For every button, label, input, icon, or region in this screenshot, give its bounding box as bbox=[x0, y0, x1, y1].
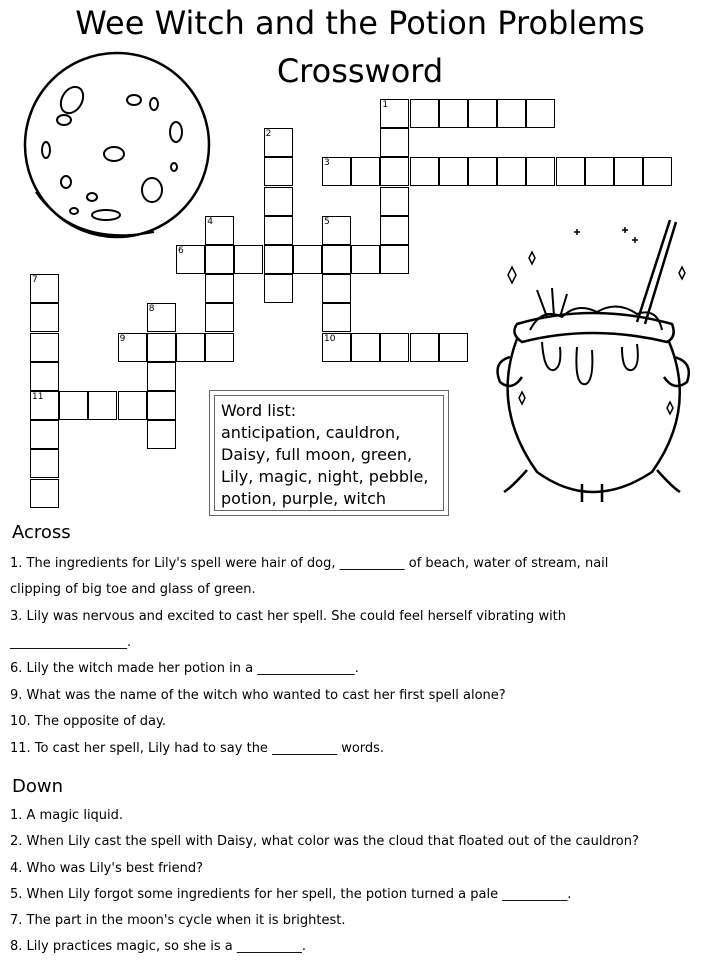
word-list-heading: Word list: bbox=[221, 401, 297, 420]
crossword-cell[interactable] bbox=[410, 157, 439, 186]
crossword-cell[interactable] bbox=[351, 245, 380, 274]
crossword-cell[interactable] bbox=[468, 99, 497, 128]
crossword-cell[interactable] bbox=[351, 333, 380, 362]
crossword-cell[interactable] bbox=[410, 99, 439, 128]
word-list-line: Daisy, full moon, green, bbox=[221, 445, 413, 464]
across-clue: 6. Lily the witch made her potion in a _______________. bbox=[10, 661, 359, 676]
crossword-cell[interactable] bbox=[205, 333, 234, 362]
across-clue: 3. Lily was nervous and excited to cast her spell. She could feel herself vibrating with bbox=[10, 609, 567, 624]
across-clue: 11. To cast her spell, Lily had to say the __________ words. bbox=[10, 741, 385, 756]
crossword-cell[interactable] bbox=[118, 391, 147, 420]
clue-number: 2 bbox=[265, 129, 272, 140]
crossword-cell[interactable] bbox=[205, 303, 234, 332]
across-clue: 9. What was the name of the witch who wanted to cast her first spell alone? bbox=[10, 688, 506, 703]
crossword-cell[interactable] bbox=[30, 449, 59, 478]
crossword-cell[interactable] bbox=[322, 274, 351, 303]
crossword-cell[interactable] bbox=[30, 479, 59, 508]
page-subtitle: Crossword bbox=[276, 52, 444, 90]
crossword-cell[interactable] bbox=[147, 333, 176, 362]
crossword-cell[interactable] bbox=[497, 157, 526, 186]
crossword-cell[interactable] bbox=[30, 333, 59, 362]
down-clue: 7. The part in the moon's cycle when it is brightest. bbox=[10, 913, 346, 928]
crossword-cell[interactable] bbox=[205, 245, 234, 274]
crossword-cell[interactable] bbox=[176, 333, 205, 362]
crossword-cell[interactable] bbox=[351, 157, 380, 186]
crossword-cell[interactable] bbox=[439, 99, 468, 128]
crossword-cell[interactable] bbox=[264, 157, 293, 186]
crossword-cell[interactable] bbox=[234, 245, 263, 274]
clue-number: 11 bbox=[32, 392, 44, 402]
down-clue: 8. Lily practices magic, so she is a __________. bbox=[10, 939, 306, 954]
crossword-cell[interactable] bbox=[293, 245, 322, 274]
cauldron-illustration bbox=[482, 212, 712, 512]
across-clue: __________________. bbox=[10, 635, 132, 650]
clue-number: 1 bbox=[382, 100, 389, 110]
down-clue: 4. Who was Lily's best friend? bbox=[10, 861, 204, 876]
crossword-cell[interactable] bbox=[380, 333, 409, 362]
crossword-cell[interactable] bbox=[439, 157, 468, 186]
crossword-cell[interactable] bbox=[614, 157, 643, 186]
crossword-cell[interactable] bbox=[30, 362, 59, 391]
clue-number: 8 bbox=[148, 304, 155, 315]
crossword-cell[interactable] bbox=[380, 216, 409, 245]
down-clue: 1. A magic liquid. bbox=[10, 808, 124, 823]
crossword-cell[interactable] bbox=[264, 187, 293, 216]
crossword-cell[interactable] bbox=[147, 362, 176, 391]
crossword-cell[interactable] bbox=[147, 420, 176, 449]
word-list-line: anticipation, cauldron, bbox=[221, 423, 401, 442]
crossword-cell[interactable] bbox=[439, 333, 468, 362]
clue-number: 10 bbox=[324, 333, 336, 344]
crossword-cell[interactable] bbox=[205, 274, 234, 303]
across-heading: Across bbox=[12, 522, 71, 543]
clue-number: 7 bbox=[32, 275, 38, 286]
down-clue: 2. When Lily cast the spell with Daisy, what color was the cloud that floated out of the cauldron? bbox=[10, 834, 639, 849]
crossword-cell[interactable] bbox=[380, 157, 409, 186]
clue-number: 3 bbox=[324, 158, 330, 169]
crossword-cell[interactable] bbox=[30, 303, 59, 332]
crossword-cell[interactable] bbox=[59, 391, 88, 420]
crossword-cell[interactable] bbox=[526, 157, 555, 186]
crossword-cell[interactable] bbox=[264, 245, 293, 274]
crossword-cell[interactable] bbox=[88, 391, 117, 420]
crossword-cell[interactable] bbox=[147, 391, 176, 420]
crossword-cell[interactable] bbox=[497, 99, 526, 128]
crossword-cell[interactable] bbox=[30, 420, 59, 449]
across-clue: 1. The ingredients for Lily's spell were hair of dog, __________ of beach, water of stream, nail bbox=[10, 556, 609, 571]
down-heading: Down bbox=[12, 776, 64, 797]
word-list-line: potion, purple, witch bbox=[221, 489, 386, 508]
crossword-cell[interactable] bbox=[380, 245, 409, 274]
crossword-cell[interactable] bbox=[264, 274, 293, 303]
crossword-cell[interactable] bbox=[468, 157, 497, 186]
crossword-cell[interactable] bbox=[380, 187, 409, 216]
moon-illustration bbox=[14, 42, 224, 252]
crossword-cell[interactable] bbox=[643, 157, 672, 186]
word-list-box bbox=[209, 390, 449, 516]
crossword-cell[interactable] bbox=[264, 216, 293, 245]
crossword-cell[interactable] bbox=[410, 333, 439, 362]
down-clue: 5. When Lily forgot some ingredients for her spell, the potion turned a pale __________. bbox=[10, 887, 572, 902]
crossword-cell[interactable] bbox=[585, 157, 614, 186]
crossword-cell[interactable] bbox=[526, 99, 555, 128]
across-clue: 10. The opposite of day. bbox=[10, 714, 166, 729]
clue-number: 6 bbox=[178, 246, 184, 256]
clue-number: 4 bbox=[207, 216, 213, 227]
clue-number: 5 bbox=[324, 216, 330, 227]
page-title: Wee Witch and the Potion Problems bbox=[75, 4, 645, 42]
word-list-line: Lily, magic, night, pebble, bbox=[221, 467, 429, 486]
crossword-cell[interactable] bbox=[556, 157, 585, 186]
clue-number: 9 bbox=[119, 333, 126, 344]
crossword-cell[interactable] bbox=[322, 303, 351, 332]
across-clue: clipping of big toe and glass of green. bbox=[10, 582, 256, 597]
crossword-cell[interactable] bbox=[380, 128, 409, 157]
crossword-cell[interactable] bbox=[322, 245, 351, 274]
